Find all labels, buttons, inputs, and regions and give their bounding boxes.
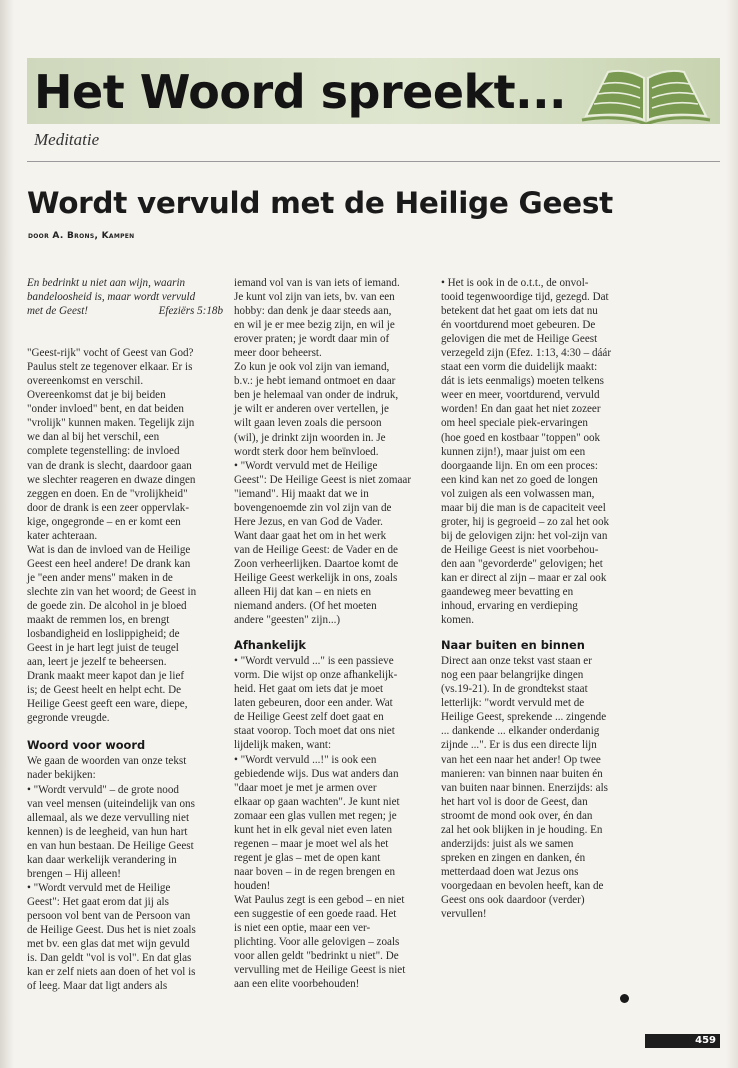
text-line: komen. xyxy=(441,614,474,627)
text-line: naar boven – in de regen brengen en xyxy=(234,865,396,878)
text-line: doorgaande lijn. En om een proces: xyxy=(441,459,598,472)
text-line: • Het is ook in de o.t.t., de onvol- xyxy=(441,277,589,289)
text-line: Direct aan onze tekst vast staan er xyxy=(441,655,592,668)
text-line: bij de gelovigen zijn: het vol-zijn van xyxy=(441,529,608,542)
text-line: vol zuigen als een volwassen man, xyxy=(441,487,595,500)
text-line: het hart vol is door de Geest, dan xyxy=(441,795,588,808)
quote-line: En bedrinkt u niet aan wijn, waarin xyxy=(27,277,186,289)
text-line: groter, hij is gegroeid – zo zal het ook xyxy=(441,515,610,528)
text-line: metterdaad doen wat Jezus ons xyxy=(441,865,579,878)
header-divider xyxy=(27,161,720,162)
text-line: maar bij die man is de capaciteit veel xyxy=(441,501,606,514)
text-line: of leeg. Maar dat ligt anders als xyxy=(27,980,168,993)
text-line: een suggestie of een goede raad. Het xyxy=(234,908,397,921)
text-line: met bv. een glas dat met wijn gevuld xyxy=(27,938,190,951)
text-line: den aan "gevorderde" gelovigen; het xyxy=(441,557,603,570)
text-line: manieren: van binnen naar buiten én xyxy=(441,767,603,780)
quote-line: bandeloosheid is, maar wordt vervuld xyxy=(27,291,196,304)
text-line: van de drank is slecht, daardoor gaan xyxy=(27,459,192,472)
text-line: Heilige Geest werkelijk in ons, zoals xyxy=(234,571,398,584)
text-line: is niet een optie, maar een ver- xyxy=(234,922,371,935)
text-column-1 xyxy=(27,276,223,993)
text-line: is. Dan geldt "vol is vol". En dat glas xyxy=(27,952,192,965)
text-line: een kind kan net zo goed de longen xyxy=(441,473,598,486)
text-line: nader bekijken: xyxy=(27,769,96,782)
text-line: betekent dat het gaat om iets dat nu xyxy=(441,305,598,318)
text-line: tooid tegenwoordige tijd, gezegd. Dat xyxy=(441,291,609,304)
text-line: zal het ook blijken in je houding. En xyxy=(441,823,603,836)
text-line: Je kunt vol zijn van iets, bv. van een xyxy=(234,291,395,304)
text-line: "vrolijk" kunnen maken. Tegelijk zijn xyxy=(27,417,195,430)
text-line: meer door beheerst. xyxy=(234,347,322,360)
text-line: staat een vorm die duidelijk maakt: xyxy=(441,361,598,374)
text-line: zeggen en doen. En de "vrolijkheid" xyxy=(27,487,188,500)
bible-quote xyxy=(27,276,223,318)
text-line: Geest": De Heilige Geest is niet zomaar xyxy=(234,473,412,486)
text-line: andere "geesten" zijn...) xyxy=(234,614,341,627)
text-column-2 xyxy=(234,276,430,991)
quote-line xyxy=(27,304,223,318)
text-line: "Geest-rijk" vocht of Geest van God? xyxy=(27,347,194,360)
text-line: nog een paar belangrijke dingen xyxy=(441,669,584,682)
text-line: anderzijds: juist als we samen xyxy=(441,837,574,850)
text-line: letterlijk: "wordt vervuld met de xyxy=(441,697,585,710)
text-line: houden! xyxy=(234,879,271,892)
text-line: van het een naar het ander! Op twee xyxy=(441,753,601,766)
text-line: ben je helemaal van onder de indruk, xyxy=(234,389,399,402)
section-heading: Afhankelijk xyxy=(234,638,306,653)
text-line: Geest een heel andere! De drank kan xyxy=(27,557,191,570)
text-line: kennen) is de leegheid, van hun hart xyxy=(27,825,188,838)
text-line: Zo kun je ook vol zijn van iemand, xyxy=(234,361,390,374)
text-line: (hoe goed en kostbaar "toppen" ook xyxy=(441,431,601,444)
text-line: de Heilige Geest zelf doet gaat en xyxy=(234,711,384,724)
text-line: zomaar een glas vullen met regen; je xyxy=(234,809,397,822)
text-line: laten gebeuren, door een ander. Wat xyxy=(234,697,393,710)
text-line: Wat Paulus zegt is een gebod – en niet xyxy=(234,893,405,906)
text-line: persoon vol bent van de Persoon van xyxy=(27,909,191,922)
text-line: • "Wordt vervuld met de Heilige xyxy=(27,881,171,894)
text-line: b.v.: je hebt iemand ontmoet en daar xyxy=(234,375,396,388)
text-line: erover praten; je wordt daar min of xyxy=(234,333,390,346)
text-line: "daar moet je met je armen over xyxy=(234,781,377,794)
text-line: plichting. Voor alle gelovigen – zoals xyxy=(234,936,400,949)
text-line: bovengenoemde zin vol zijn van de xyxy=(234,501,392,514)
text-line: je "een ander mens" maken in de xyxy=(27,571,173,584)
text-line: Zoon verheerlijken. Daartoe komt de xyxy=(234,557,399,570)
text-line: Paulus stelt ze tegenover elkaar. Er is xyxy=(27,361,193,374)
text-line: regenen – maar je moet wel als het xyxy=(234,837,389,850)
text-line: vervulling met de Heilige Geest is niet xyxy=(234,964,406,977)
banner-title: Het Woord spreekt... xyxy=(34,65,567,119)
text-line: gelovigen die met de Heilige Geest xyxy=(441,333,598,346)
text-line: Geest ons ook daardoor (verder) xyxy=(441,893,585,906)
paragraph xyxy=(234,654,430,991)
text-line: • "Wordt vervuld met de Heilige xyxy=(234,459,378,472)
section-heading: Woord voor woord xyxy=(27,738,146,753)
text-line: (vs.19-21). In de grondtekst staat xyxy=(441,683,588,696)
text-line: de Heilige Geest is niet voorbehou- xyxy=(441,543,599,556)
text-line: voor allen geldt "bedrinkt u niet". De xyxy=(234,950,399,963)
text-line: kunnen zijn!), maar juist om een xyxy=(441,445,586,458)
text-line: iemand vol van is van iets of iemand. xyxy=(234,277,400,289)
text-line: Geest": Het gaat erom dat jij als xyxy=(27,895,169,908)
text-line: aan een elite voorbehouden! xyxy=(234,978,360,991)
paragraph xyxy=(441,276,637,627)
text-line: Geest in je hart legt juist de teugel xyxy=(27,642,179,655)
page-number: 459 xyxy=(695,1035,716,1046)
text-line: en van hun bestaan. De Heilige Geest xyxy=(27,839,194,852)
quote-reference: Efeziërs 5:18b xyxy=(158,305,223,318)
text-line: dát is iets eenmaligs) moeten telkens xyxy=(441,375,604,388)
text-line: kan daar werkelijk verandering in xyxy=(27,853,177,866)
article-title: Wordt vervuld met de Heilige Geest xyxy=(27,186,613,220)
text-line: heid. Het gaat om iets dat je moet xyxy=(234,683,384,696)
text-line: Want daar gaat het om in het werk xyxy=(234,529,387,542)
text-line: van de Heilige Geest: de Vader en de xyxy=(234,543,398,556)
text-line: vervullen! xyxy=(441,908,487,921)
text-line: om heel speciale piek-ervaringen xyxy=(441,417,588,430)
section-heading: Naar buiten en binnen xyxy=(441,638,585,653)
text-line: zijnde ...". Er is dus een directe lijn xyxy=(441,739,597,752)
text-line: en wil je er mee bezig zijn, en wil je xyxy=(234,319,395,332)
end-of-article-dot xyxy=(620,994,629,1003)
text-line: weer en meer, voortdurend, vervuld xyxy=(441,389,600,402)
text-line: Here Jezus, en van God de Vader. xyxy=(234,515,383,528)
text-line: "onder invloed" bent, en dat beiden xyxy=(27,403,184,416)
text-line: wordt sterk door hem beïnvloed. xyxy=(234,445,379,458)
quote-line-text: met de Geest! xyxy=(27,305,88,318)
paragraph xyxy=(441,654,637,921)
text-line: gaandeweg meer bevatting en xyxy=(441,586,574,599)
text-line: regent je glas – met de open kant xyxy=(234,851,381,864)
text-line: de Heilige Geest. Dus het is niet zoals xyxy=(27,923,196,936)
page-edge-right xyxy=(726,0,738,1068)
text-line: (wil), je drinkt zijn woorden in. Je xyxy=(234,431,386,444)
text-line: niemand anders. (Of het moeten xyxy=(234,600,377,613)
text-line: complete tegenstelling: de invloed xyxy=(27,445,180,458)
text-line: is; de Geest heelt en helpt echt. De xyxy=(27,684,182,697)
text-line: lijdelijk maken, want: xyxy=(234,739,332,752)
text-line: • "Wordt vervuld" – de grote nood xyxy=(27,783,179,796)
text-line: Heilige Geest geeft een ware, diepe, xyxy=(27,698,188,711)
text-line: "iemand". Hij maakt dat we in xyxy=(234,487,369,500)
text-line: kan er direct al zijn – maar er zal ook xyxy=(441,571,607,584)
text-line: wilt gaan leven zoals die persoon xyxy=(234,417,382,430)
text-line: we slechter reageren en dwaze dingen xyxy=(27,473,196,486)
text-line: hobby: dan denk je daar steeds aan, xyxy=(234,305,392,318)
text-line: allemaal, als we deze vervulling niet xyxy=(27,811,190,824)
paragraph xyxy=(27,346,223,725)
text-line: gebiedende wijs. Dus wat anders dan xyxy=(234,767,399,780)
text-line: van buiten naar binnen. Enerzijds: als xyxy=(441,781,608,794)
text-line: door de drank is een zeer oppervlak- xyxy=(27,501,190,514)
text-line: losbandigheid en loslippigheid; de xyxy=(27,628,180,641)
open-book-icon xyxy=(578,64,714,124)
text-line: gegronde vreugde. xyxy=(27,712,110,725)
paragraph xyxy=(27,754,223,993)
text-line: • "Wordt vervuld ..." is een passieve xyxy=(234,655,394,668)
section-subtitle: Meditatie xyxy=(34,130,100,149)
text-line: vorm. Die wijst op onze afhankelijk- xyxy=(234,669,398,682)
text-line: Drank maakt meer kapot dan je lief xyxy=(27,670,185,683)
text-line: We gaan de woorden van onze tekst xyxy=(27,755,187,768)
text-line: Wat is dan de invloed van de Heilige xyxy=(27,543,191,556)
text-line: kater achteraan. xyxy=(27,529,98,542)
text-line: ... dankende ... elkander onderdanig xyxy=(441,725,600,738)
text-line: kunt het in elk geval niet even laten xyxy=(234,823,393,836)
text-line: voorgedaan en bevolen heeft, kan de xyxy=(441,879,604,892)
text-line: de goede zin. De alcohol in je bloed xyxy=(27,599,187,612)
text-line: worden! En dan gaat het niet zozeer xyxy=(441,403,601,416)
text-line: we dan al bij het verschil, een xyxy=(27,431,160,444)
text-line: aan, leert je jezelf te beheersen. xyxy=(27,656,167,669)
page-edge xyxy=(0,0,14,1068)
text-line: slechte zin van het woord; de Geest in xyxy=(27,585,197,598)
text-line: alleen Hij dat kan – en niets en xyxy=(234,586,372,599)
text-line: overeenkomst en verschil. xyxy=(27,375,144,388)
text-line: • "Wordt vervuld ...!" is ook een xyxy=(234,753,377,766)
text-line: spreken en zingen en danken, én xyxy=(441,851,586,864)
text-line: brengen – Hij alleen! xyxy=(27,867,121,880)
text-line: van veel mensen (uiteindelijk van ons xyxy=(27,797,195,810)
text-line: stroomt de mond ook over, én dan xyxy=(441,809,593,822)
text-line: Overeenkomst dat je bij beiden xyxy=(27,389,166,402)
text-line: verzegeld zijn (Efez. 1:13, 4:30 – dáár xyxy=(441,347,612,360)
text-line: kige, ongegronde – en er komt een xyxy=(27,515,181,528)
text-line: kan er zelf niets aan doen of het vol is xyxy=(27,966,196,979)
text-line: maakt de remmen los, en brengt xyxy=(27,614,170,627)
text-line: én voortdurend moet gebeuren. De xyxy=(441,319,596,332)
text-line: Heilige Geest, sprekende ... zingende xyxy=(441,711,607,724)
text-line: inhoud, ervaring en verdieping xyxy=(441,600,578,613)
text-line: staat voorop. Toch moet dat ons niet xyxy=(234,725,395,738)
text-column-3 xyxy=(441,276,637,921)
byline: door A. Brons, Kampen xyxy=(28,231,135,241)
text-line: elkaar op gaan wachten". Je kunt niet xyxy=(234,795,400,808)
text-line: je wilt er anderen over vertellen, je xyxy=(234,403,389,416)
paragraph xyxy=(234,276,430,627)
